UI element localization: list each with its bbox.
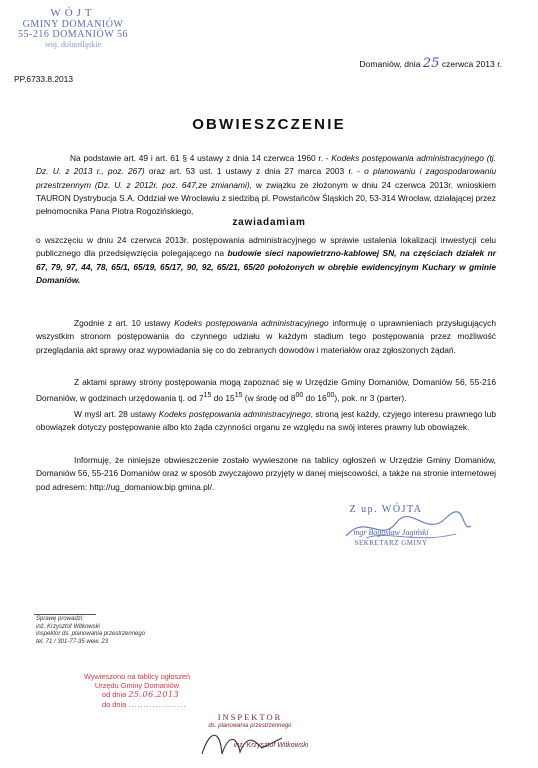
prepared-position: inspektor ds. planowania przestrzennego [36,631,146,638]
p4-sup-2: 15 [234,392,243,400]
stamp-line-3: 55-216 DOMANIÓW 56 [18,29,128,41]
document-title: OBWIESZCZENIE [192,116,346,133]
paragraph-rights [36,317,496,357]
signature-position: SEKRETARZ GMINY [354,539,428,547]
posted-to-label: do dnia [102,700,127,709]
stamp-line-1: WÓJT [50,7,96,19]
p4-sup-1: 15 [203,392,212,400]
posted-from-label: od dnia [102,690,127,699]
signature-authorization: Z up. WÓJTA [349,504,423,515]
posted-note-line-1: Wywieszono na tablicy ogłoszeń [83,672,191,681]
paragraph-party-definition [36,408,496,435]
date-day-handwritten: 25 [422,56,440,71]
p5-text-a: W myśl art. 28 ustawy [74,409,159,419]
paragraph-publication: Informuję, że niniejsze obwieszczenie zostało wywieszone na tablicy ogłoszeń w Urzędzie Gminy Domaniów, Domaniów 56, 55-216 Domaniów oraz w sposób zwyczajowo przyjęty w danej miejscowości, a także na stronie internetowej pod adresem: http://ug_domaniow.bip gmina.pl/. [36,455,496,492]
p2-bold-italic: budowie sieci napowietrzno-kablowej SN, na częściach działek nr 67, 79, 97, 44, 78, 65/1, 65/19, 65/17, 90, 92, 65/21, 65/20 położonych w obrębie ewidencyjnym Kuchary w gminie Domaniów. [36,248,496,285]
p1-text-b: oraz art. 53 ust. 1 ustawy z dnia 27 marca 2003 r. - [144,166,365,177]
p4-text-c: (w środę od 8 [242,393,296,404]
posted-to-value: ................... [128,700,187,709]
posted-from-date [102,690,179,700]
prepared-name: inż. Krzysztof Witkowski [36,623,100,630]
p4-sup-4: 00 [326,392,335,400]
p1-italic-b: o planowaniu i zagospodarowaniu przestrzennym (Dz. U. z 2012r. poz. 647,ze zmianami), [36,166,496,190]
reference-number: PP.6733.8.2013 [14,74,73,84]
p1-text-a: Na podstawie art. 49 i art. 61 § 4 ustawy z dnia 14 czerwca 1960 r. - [70,153,332,163]
date-suffix: czerwca 2013 r. [441,59,502,69]
p1-italic-a: Kodeks postępowania administracyjnego (tj. Dz. U. z 2013 r., poz. 267) [36,153,496,177]
p3-text-a: Zgodnie z art. 10 ustawy [74,318,175,328]
inspector-stamp-name: inż. Krzysztof Witkowski [233,742,309,749]
p5-italic: Kodeks postępowania administracyjnego [158,409,311,419]
p4-text-b: do 15 [211,393,235,404]
paragraph-office-hours [36,376,496,405]
p4-text-e: ), pok. nr 3 (parter). [334,393,407,404]
prepared-phone: tel. 71 / 301-77-35 wew. 23 [36,638,109,645]
inspector-stamp-title: INSPEKTOR [217,712,283,722]
divider [34,614,96,615]
p1-text-c: w związku ze złożonym w dniu 24 czerwca 2013r. wnioskiem TAURON Dystrybucja S.A. Oddział we Wrocławiu z siedzibą pl. Powstańców Śląskich 20, 53-314 Wrocław, działającej przez pełnomocnika Pana Piotra Rogozińskiego, [36,179,496,217]
p3-italic: Kodeks postępowania administracyjnego [174,318,329,328]
announcement-heading: zawiadamiam [232,217,306,228]
signature-name: mgr Bogusław Jagiński [353,528,429,537]
posted-note-line-2: Urzędu Gminy Domaniów [94,681,180,690]
date-prefix: Domaniów, dnia [359,59,421,69]
p3-text-b: informuję o uprawnieniach przysługujących wszystkim stronom postępowania do czynnego udziału w każdym stadium tego postępowania przez możliwość przeglądania akt sprawy oraz wypowiadania się co do zebranych dowodów i materiałów oraz zgłoszonych żądań. [36,318,496,355]
stamp-line-2: GMINY DOMANIÓW [22,18,124,30]
posted-from-value: 25.06.2013 [128,690,180,699]
paragraph-legal-basis [36,152,496,218]
inspector-stamp-department: ds. planowania przestrzennego [208,723,292,729]
prepared-by-block [36,616,145,646]
p5-text-b: , stroną jest każdy, czyjego interesu prawnego lub obowiązek dotyczy postępowanie albo kto żąda czynności organu ze względu na swój interes prawny lub obowiązek. [36,409,496,433]
p4-text-a: Z aktami sprawy strony postępowania mogą zapoznać się w Urzędzie Gminy Domaniów, Domaniów 56, 55-216 Domaniów, w godzinach urzędowania tj. od 7 [36,377,496,404]
p4-sup-3: 00 [295,392,304,400]
posted-to-date [102,700,186,710]
document-date [359,56,502,71]
p4-text-d: do 16 [303,393,327,404]
p2-text: o wszczęciu w dniu 24 czerwca 2013r. postępowania administracyjnego w sprawie ustalenia lokalizacji inwestycji celu publicznego dla przedsięwzięcia polegającego na [36,235,496,259]
office-stamp [8,8,138,49]
paragraph-proceedings [36,234,496,287]
prepared-label: Sprawę prowadzi: [36,616,84,622]
stamp-line-4: woj. dolnośląskie [45,39,101,49]
